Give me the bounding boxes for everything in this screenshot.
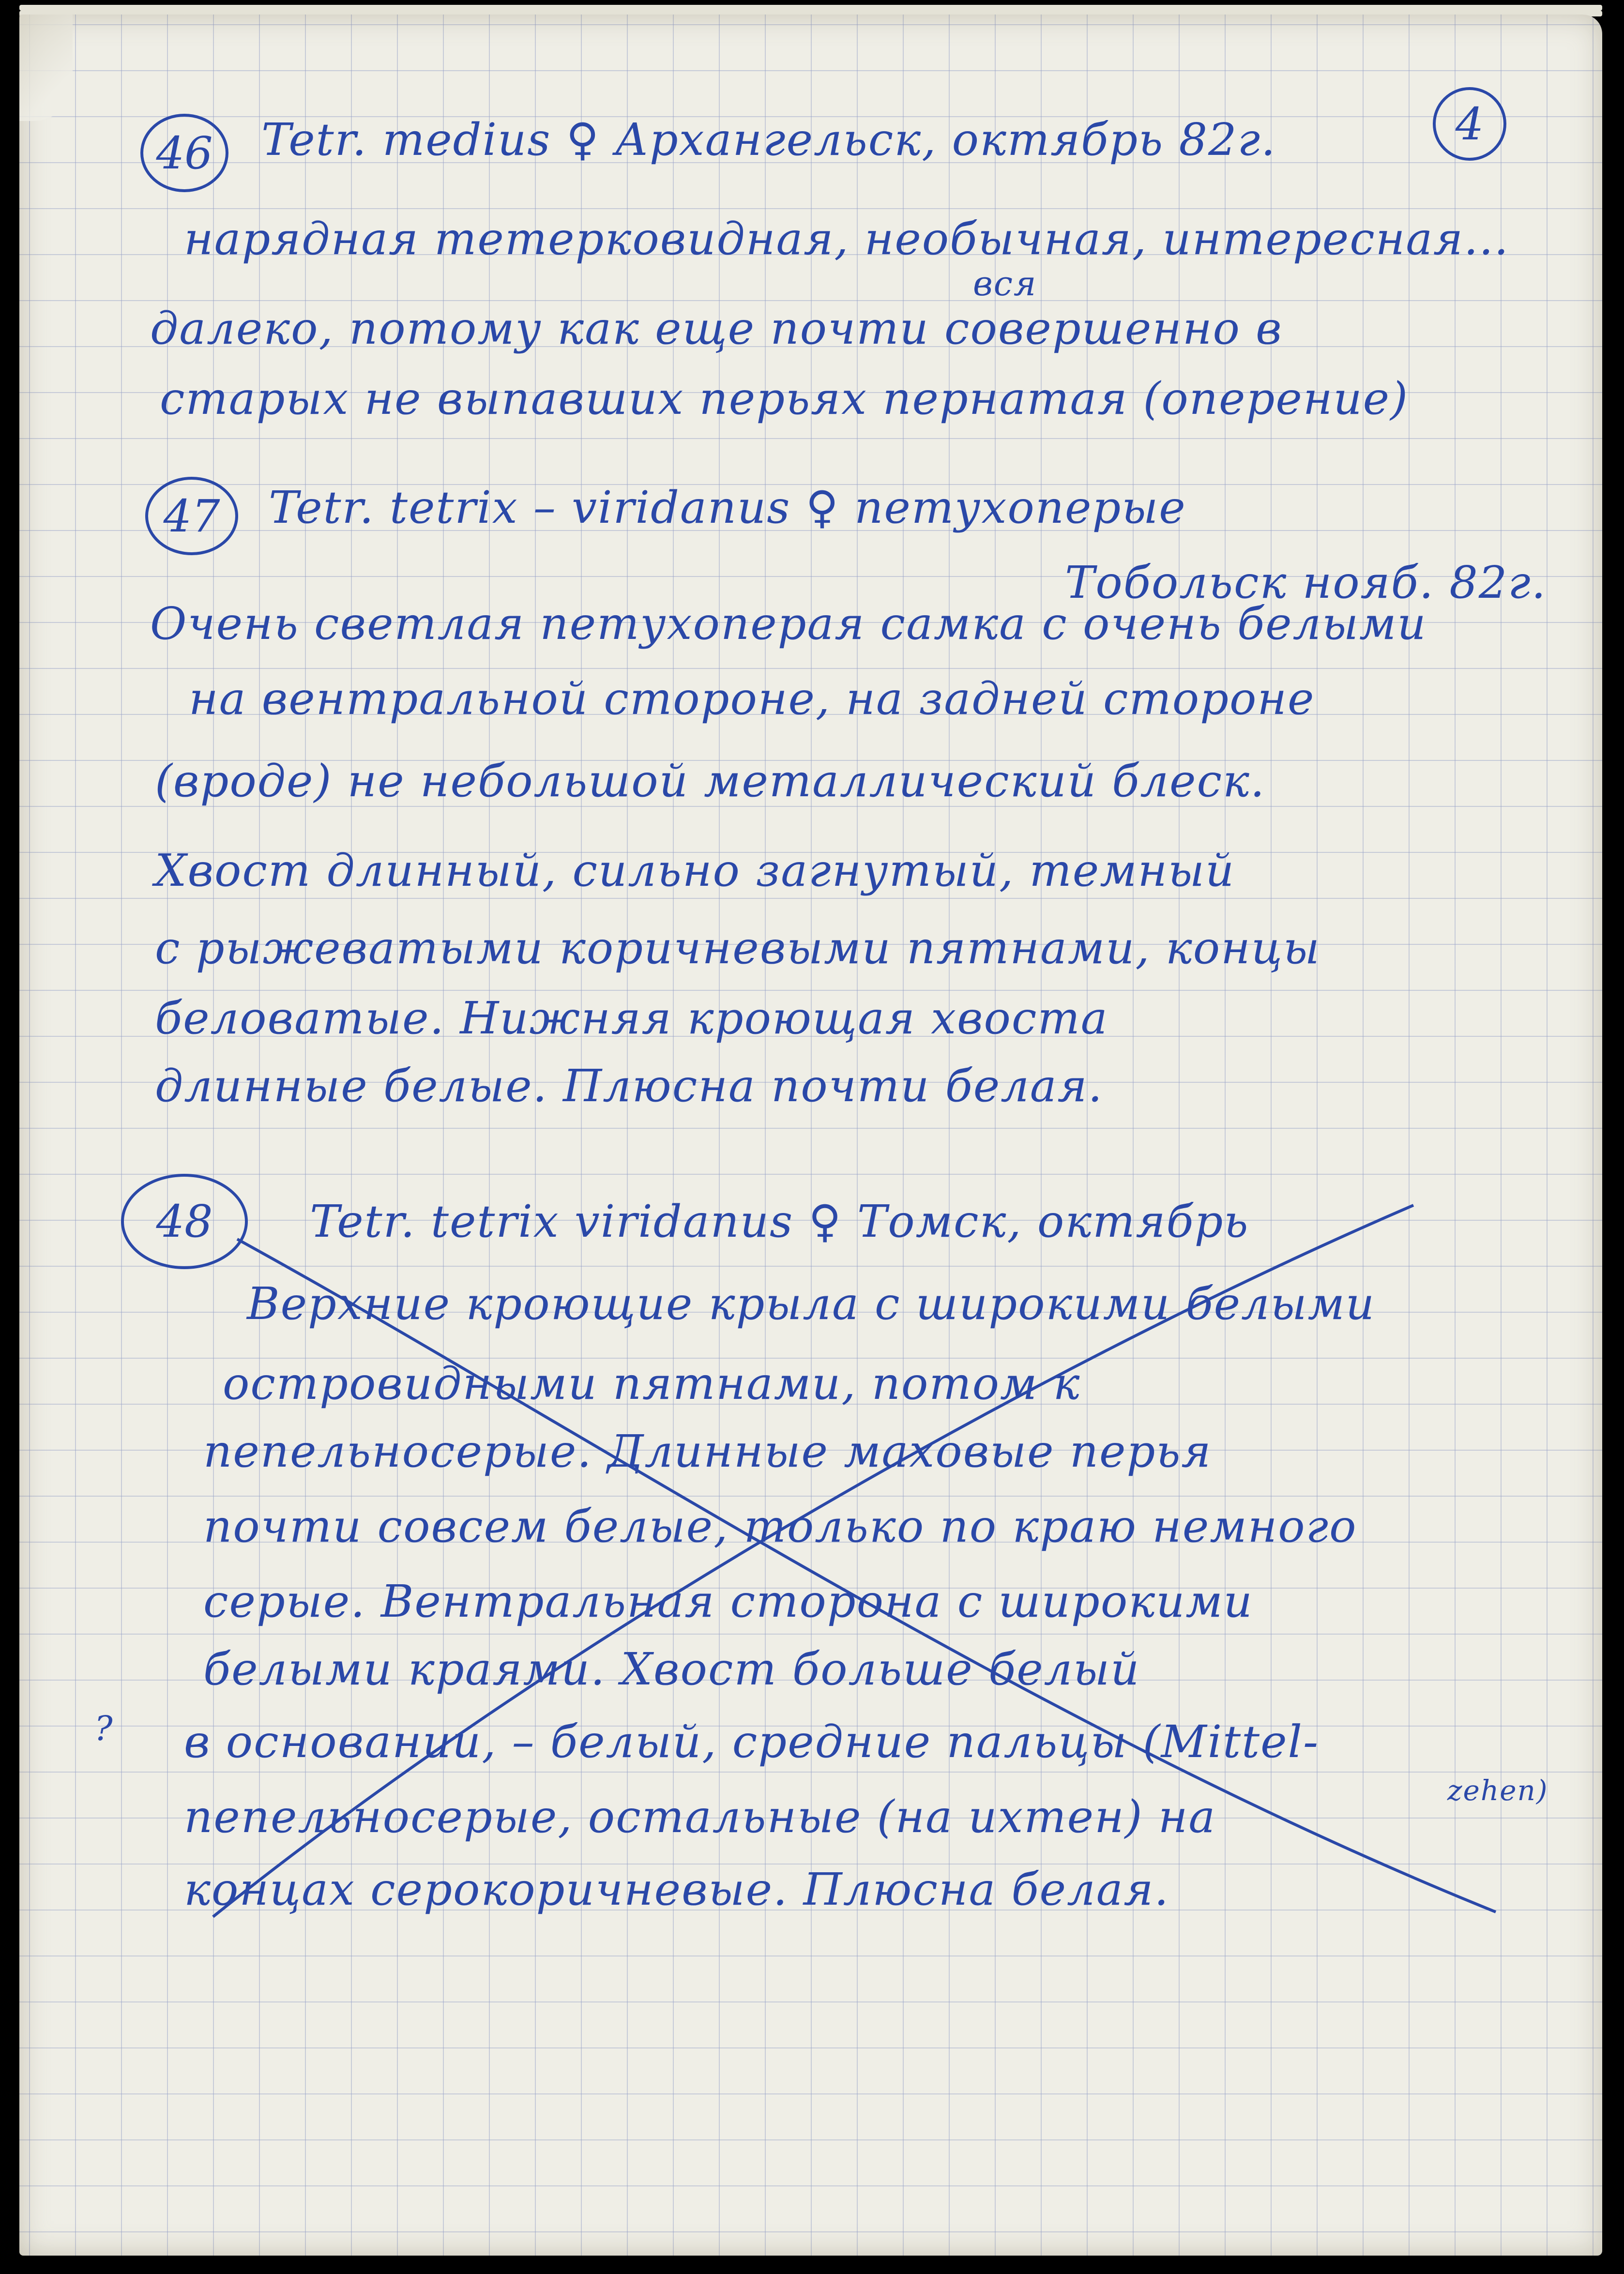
entry-48-line-9: концах серокоричневые. Плюсна белая.	[184, 1864, 1169, 1915]
entry-48-number: 48	[121, 1174, 248, 1269]
entry-47-line-6: беловатые. Нижняя кроющая хвоста	[155, 992, 1108, 1044]
entry-47-header: Tetr. tetrix – viridanus ♀ петухоперые	[269, 482, 1186, 533]
entry-47-number: 47	[145, 477, 238, 555]
entry-46-line-2: далеко, потому как еще почти совершенно в	[150, 303, 1283, 354]
entry-47-line-1: Очень светлая петухоперая самка с очень белыми	[150, 598, 1427, 650]
margin-question-mark: ?	[94, 1709, 114, 1748]
entry-48-line-6: белыми краями. Хвост больше белый	[203, 1643, 1140, 1695]
entry-48-side-note: zehen)	[1447, 1774, 1548, 1807]
page-number-text: 4	[1455, 98, 1484, 150]
entry-48-line-8: пепельносерые, остальные (на ихтен) на	[184, 1791, 1216, 1843]
entry-48-line-4: почти совсем белые, только по краю немного	[203, 1501, 1357, 1552]
entry-47-line-3: (вроде) не небольшой металлический блеск.	[155, 755, 1266, 807]
entry-46-number: 46	[140, 114, 228, 192]
entry-48-line-1: Верхние кроющие крыла с широкими белыми	[247, 1278, 1376, 1330]
entry-46-insert: вся	[973, 264, 1037, 303]
entry-48-line-2: островидными пятнами, потом к	[223, 1358, 1081, 1410]
entry-47-line-2: на вентральной стороне, на задней стороне	[189, 673, 1315, 725]
entry-48-line-5: серые. Вентральная сторона с широкими	[203, 1576, 1253, 1627]
entry-46-line-1: нарядная тетерковидная, необычная, интересная...	[184, 213, 1509, 265]
entry-47-line-5: с рыжеватыми коричневыми пятнами, концы	[155, 922, 1320, 974]
entry-46-line-3: старых не выпавших перьях пернатая (оперение)	[160, 373, 1409, 424]
entry-47-line-7: длинные белые. Плюсна почти белая.	[155, 1060, 1103, 1112]
page-curl	[19, 15, 73, 121]
entry-48-line-3: пепельносерые. Длинные маховые перья	[203, 1425, 1212, 1477]
entry-47-line-4: Хвост длинный, сильно загнутый, темный	[155, 845, 1235, 896]
entry-48-header: Tetr. tetrix viridanus ♀ Томск, октябрь	[310, 1196, 1249, 1247]
entry-47-subheader: Тобольск нояб. 82г.	[1065, 557, 1547, 608]
page-number	[1433, 87, 1506, 161]
entry-48-line-7: в основании, – белый, средние пальцы (Mittel-	[184, 1716, 1320, 1768]
entry-46-header: Tetr. medius ♀ Архангельск, октябрь 82г.	[261, 114, 1276, 166]
